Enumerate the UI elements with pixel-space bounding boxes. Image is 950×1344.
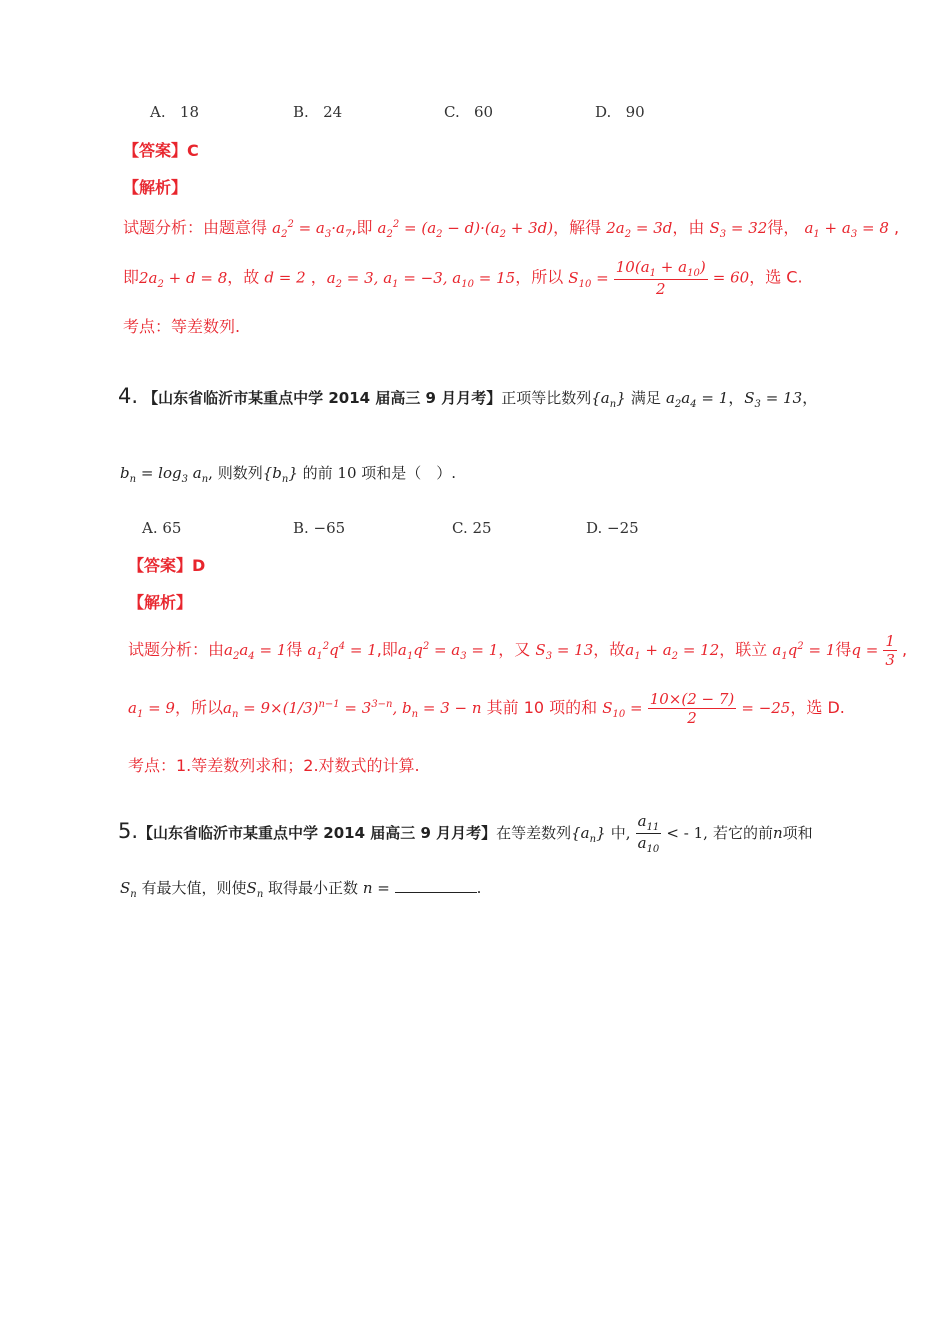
q5-stem-line1: 5.【山东省临沂市某重点中学 2014 届高三 9 月月考】在等差数列$\{a_n\}$ 中, $\frac{a_{11}}{a_{10}}$ < - 1, 若它的前n项和: [118, 812, 813, 855]
q3-option-d: D. 90: [595, 103, 645, 121]
q4-option-c: C. 25: [452, 519, 492, 537]
q4-number: 4.: [118, 384, 139, 408]
q3-option-a: A. 18: [150, 103, 199, 121]
q3-answer: 【答案】C: [123, 141, 199, 160]
q4-analysis-label: 【解析】: [128, 593, 193, 612]
q3-kaodian: 考点：等差数列.: [123, 317, 241, 336]
q3-option-c: C. 60: [444, 103, 494, 121]
q3-option-b: B. 24: [293, 103, 343, 121]
q4-answer: 【答案】D: [128, 556, 206, 575]
q5-number: 5.: [118, 819, 139, 843]
q4-option-d: D. −25: [586, 519, 639, 537]
q4-stem-line2: $b_n = \log_3 a_n$, 则数列$\{b_n\}$ 的前 10 项和是（ ）.: [120, 464, 457, 485]
answer-blank: [395, 878, 477, 893]
q4-analysis-line1: 试题分析：由$a_2a_4 = 1$得 $a_1^2q^4 = 1$,即$a_1q^2 = a_3 = 1$，又 $S_3 = 13$，故$a_1 + a_2 = 12$，联立 $a_1q^2 = 1$得q = $\frac{1}{3}$ ,: [128, 632, 908, 669]
q5-stem-line2: $S_n$ 有最大值，则使$S_n$ 取得最小正数 n = .: [120, 879, 482, 900]
q3-analysis-label: 【解析】: [123, 178, 188, 197]
q3-analysis-line1: 试题分析：由题意得 $a_2^2 = a_3\cdot a_7$,即 $a_2^2 = (a_2 - d)\cdot(a_2 + 3d)$，解得 $2a_2 = 3d$，由 $S_3 = 32$得， $a_1 + a_3 = 8$ ,: [123, 218, 900, 240]
q3-analysis-line2: 即$2a_2 + d = 8$，故 d = 2 ，$a_2 = 3$, $a_1 = -3$, $a_{10} = 15$，所以 $S_{10}$ = $\frac{10(a_1 + a_{10})}{2}$ = 60，选 C.: [123, 258, 803, 298]
q5-source: 【山东省临沂市某重点中学 2014 届高三 9 月月考】: [138, 824, 497, 842]
q4-source: 【山东省临沂市某重点中学 2014 届高三 9 月月考】: [143, 389, 502, 407]
q4-analysis-line2: $a_1 = 9$，所以$a_n = 9\times(1/3)^{n-1} = 3^{3-n}$, $b_n = 3 - n$ 其前 10 项的和 $S_{10}$ = $\frac{10\times(2 - 7)}{2}$ = −25，选 D.: [128, 690, 845, 727]
q4-option-a: A. 65: [142, 519, 182, 537]
q4-stem-line1: 4. 【山东省临沂市某重点中学 2014 届高三 9 月月考】正项等比数列$\{a_n\}$ 满足 $a_2a_4 = 1$，$S_3 = 13$，: [118, 384, 819, 410]
q4-kaodian: 考点：1.等差数列求和；2.对数式的计算.: [128, 756, 420, 775]
q4-option-b: B. −65: [293, 519, 346, 537]
